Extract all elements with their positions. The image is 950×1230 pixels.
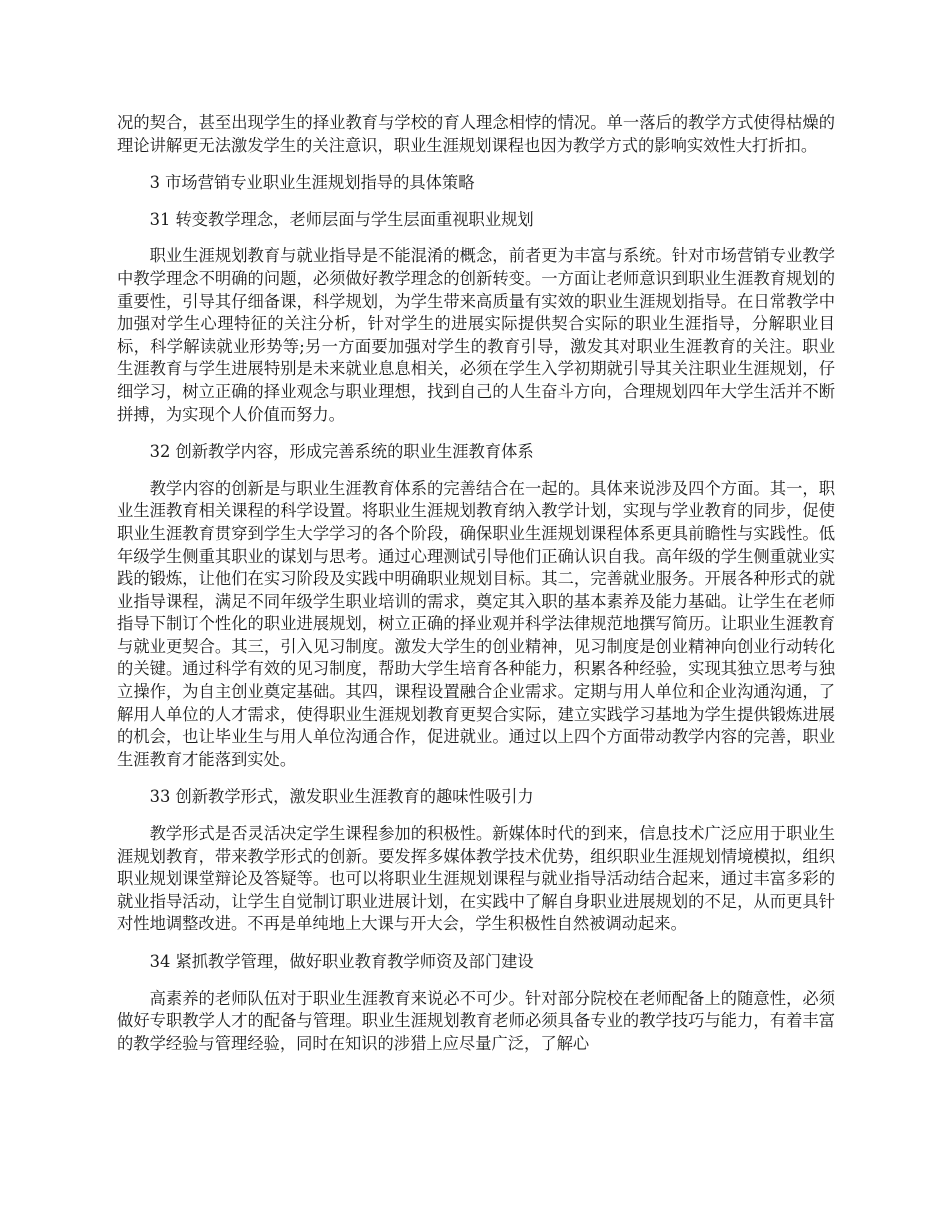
paragraph-32: 教学内容的创新是与职业生涯教育体系的完善结合在一起的。具体来说涉及四个方面。其一，职业生涯教育相关课程的科学设置。将职业生涯规划教育纳入教学计划，实现与学业教育的同步，促使职业生涯教育贯穿到学生大学学习的各个阶段，确保职业生涯规划课程体系更具前瞻性与实践性。低年级学生侧重其职业的谋划与思考。通过心理测试引导他们正确认识自我。高年级的学生侧重就业实践的锻炼，让他们在实习阶段及实践中明确职业规划目标。其二，完善就业服务。开展各种形式的就业指导课程，满足不同年级学生职业培训的需求，奠定其入职的基本素养及能力基础。让学生在老师指导下制订个性化的职业进展规划，树立正确的择业观并科学法律规范地撰写简历。让职业生涯教育与就业更契合。其三，引入见习制度。激发大学生的创业精神，见习制度是创业精神向创业行动转化的关键。通过科学有效的见习制度，帮助大学生培育各种能力，积累各种经验，实现其独立思考与独立操作，为自主创业奠定基础。其四，课程设置融合企业需求。定期与用人单位和企业沟通沟通，了解用人单位的人才需求，使得职业生涯规划教育更契合实际，建立实践学习基地为学生提供锻炼进展的机会，也让毕业生与用人单位沟通合作，促进就业。通过以上四个方面带动教学内容的完善，职业生涯教育才能落到实处。 — [117, 478, 835, 769]
subsection-heading-32: 32 创新教学内容，形成完善系统的职业生涯教育体系 — [149, 442, 534, 462]
paragraph-continuation: 况的契合，甚至出现学生的择业教育与学校的育人理念相悖的情况。单一落后的教学方式使得枯燥的理论讲解更无法激发学生的关注意识，职业生涯规划课程也因为教学方式的影响实效性大打折扣。 — [117, 113, 835, 155]
section-heading-3: 3 市场营销专业职业生涯规划指导的具体策略 — [149, 173, 475, 193]
subsection-heading-31: 31 转变教学理念，老师层面与学生层面重视职业规划 — [149, 209, 534, 229]
subsection-heading-33: 33 创新教学形式，激发职业生涯教育的趣味性吸引力 — [149, 787, 534, 807]
subsection-heading-34: 34 紧抓教学管理，做好职业教育教学师资及部门建设 — [149, 952, 534, 971]
paragraph-34: 高素养的老师队伍对于职业生涯教育来说必不可少。针对部分院校在老师配备上的随意性，必须做好专职教学人才的配备与管理。职业生涯规划教育老师必须具备专业的教学技巧与能力，有着丰富的教学经验与管理经验，同时在知识的涉猎上应尽量广泛，了解心 — [117, 988, 835, 1053]
paragraph-31: 职业生涯规划教育与就业指导是不能混淆的概念，前者更为丰富与系统。针对市场营销专业教学中教学理念不明确的问题，必须做好教学理念的创新转变。一方面让老师意识到职业生涯教育规划的重要性，引导其仔细备课，科学规划，为学生带来高质量有实效的职业生涯规划指导。在日常教学中加强对学生心理特征的关注分析，针对学生的进展实际提供契合实际的职业生涯指导，分解职业目标，科学解读就业形势等;另一方面要加强对学生的教育引导，激发其对职业生涯教育的关注。职业生涯教育与学生进展特别是未来就业息息相关，必须在学生入学初期就引导其关注职业生涯规划，仔细学习，树立正确的择业观念与职业理想，找到自己的人生奋斗方向，合理规划四年大学生活并不断拼搏，为实现个人价值而努力。 — [117, 246, 835, 424]
paragraph-33: 教学形式是否灵活决定学生课程参加的积极性。新媒体时代的到来，信息技术广泛应用于职业生涯规划教育，带来教学形式的创新。要发挥多媒体教学技术优势，组织职业生涯规划情境模拟，组织职业规划课堂辩论及答疑等。也可以将职业生涯规划课程与就业指导活动结合起来，通过丰富多彩的就业指导活动，让学生自觉制订职业进展计划，在实践中了解自身职业进展规划的不足，从而更具针对性地调整改进。不再是单纯地上大课与开大会，学生积极性自然被调动起来。 — [117, 824, 835, 934]
document-body — [117, 112, 835, 1055]
